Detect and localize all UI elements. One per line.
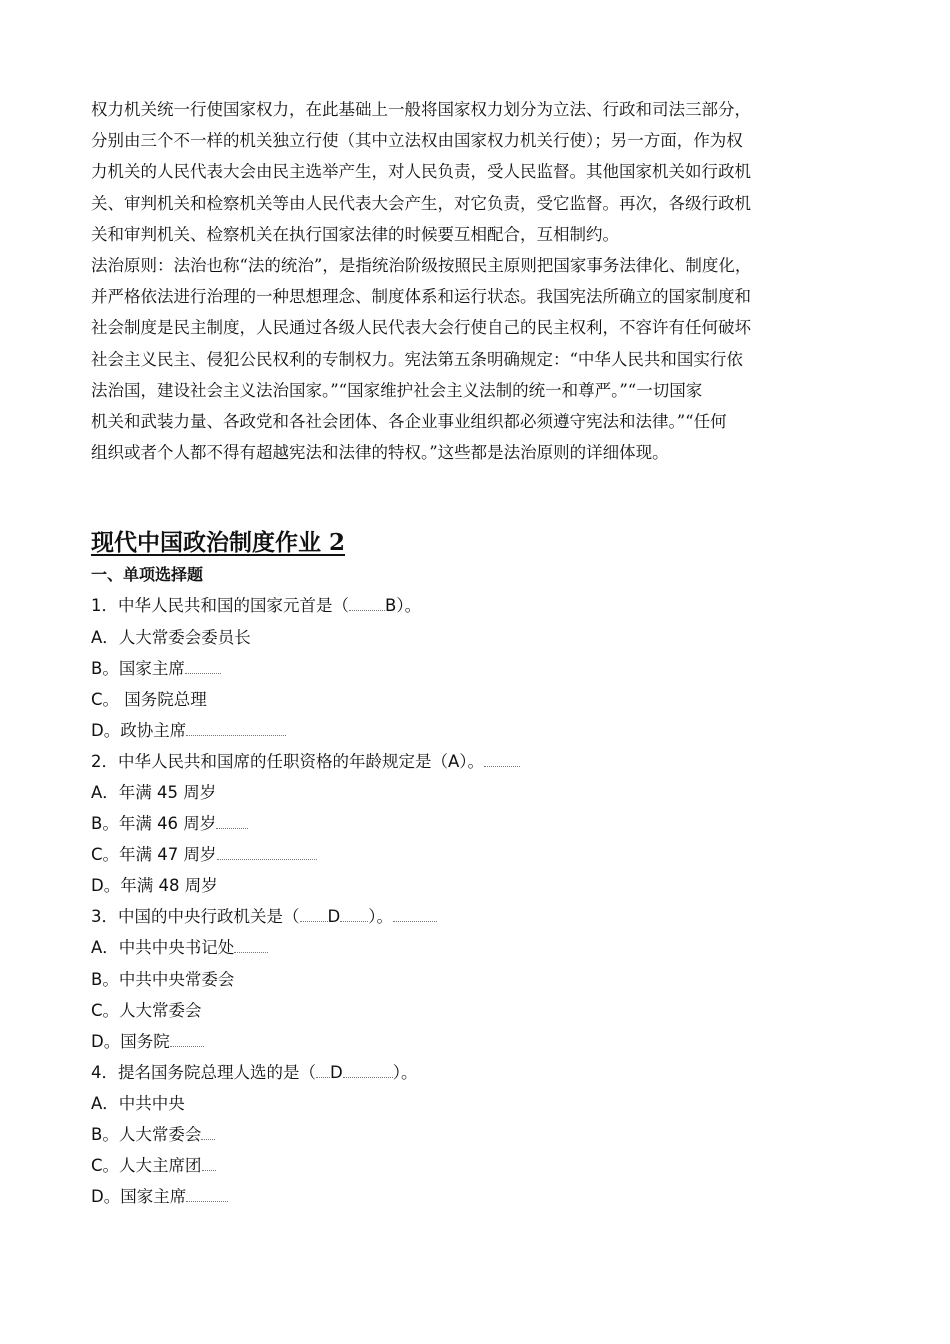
intro-line: 力机关的人民代表大会由民主选举产生，对人民负责，受人民监督。其他国家机关如行政机 — [91, 162, 751, 182]
option — [91, 932, 871, 963]
option — [91, 1181, 871, 1212]
option — [91, 1119, 871, 1150]
option — [91, 839, 871, 870]
dotted-filler — [186, 1193, 228, 1202]
question-text: 3．中国的中央行政机关是（ — [91, 907, 300, 927]
answer-blank — [300, 913, 328, 922]
option-text: C。人大主席团 — [91, 1156, 202, 1176]
option — [91, 715, 871, 746]
answer-letter: D — [327, 907, 341, 927]
option — [91, 622, 871, 653]
answer-letter: D — [330, 1062, 343, 1082]
question-text: 2．中华人民共和国席的任职资格的年龄规定是（ — [91, 751, 448, 771]
dotted-filler — [216, 820, 248, 829]
answer-blank — [316, 1069, 330, 1078]
option-text: A．中共中央 — [91, 1093, 185, 1113]
option — [91, 653, 871, 684]
option-text: B。中共中央常委会 — [91, 969, 235, 989]
option — [91, 995, 871, 1026]
option-text: B。人大常委会 — [91, 1125, 202, 1145]
question-text-end: ）。 — [368, 907, 393, 927]
option — [91, 684, 871, 715]
question-text-end: ）。 — [392, 1062, 418, 1082]
question-stem — [91, 746, 871, 777]
dotted-filler — [484, 758, 520, 767]
option-text: C。人大常委会 — [91, 1000, 202, 1020]
dotted-filler — [186, 727, 286, 736]
intro-line: 社会制度是民主制度，人民通过各级人民代表大会行使自己的民主权利，不容许有任何破坏 — [91, 318, 751, 338]
option-text: D。国务院 — [91, 1031, 170, 1051]
option-text: C。年满 47 周岁 — [91, 845, 217, 865]
option — [91, 1026, 871, 1057]
option — [91, 870, 871, 901]
option-text: A．人大常委会委员长 — [91, 627, 251, 647]
option — [91, 1088, 871, 1119]
option — [91, 1150, 871, 1181]
dotted-filler — [202, 1162, 216, 1171]
intro-line: 社会主义民主、侵犯公民权利的专制权力。宪法第五条明确规定：“中华人民共和国实行依 — [91, 349, 743, 369]
option-text: D。政协主席 — [91, 720, 187, 740]
option — [91, 964, 871, 995]
dotted-filler — [234, 944, 268, 953]
question-text: 4．提名国务院总理人选的是（ — [91, 1062, 316, 1082]
question-text: 1．中华人民共和国的国家元首是（ — [91, 596, 349, 616]
question-text-end: ）。 — [396, 596, 422, 616]
question-stem — [91, 1057, 871, 1088]
option — [91, 777, 871, 808]
dotted-filler — [393, 913, 437, 922]
answer-blank — [340, 913, 368, 922]
option-text: B。年满 46 周岁 — [91, 814, 217, 834]
section-heading: 一、单项选择题 — [91, 565, 204, 585]
intro-line: 关和审判机关、检察机关在执行国家法律的时候要互相配合，互相制约。 — [91, 224, 619, 244]
option-text: A．中共中央书记处 — [91, 938, 235, 958]
intro-line: 权力机关统一行使国家权力，在此基础上一般将国家权力划分为立法、行政和司法三部分， — [91, 100, 751, 119]
intro-line: 法治原则：法治也称“法的统治”，是指统治阶级按照民主原则把国家事务法律化、制度化， — [91, 256, 752, 276]
dotted-filler — [185, 665, 221, 674]
answer-blank — [349, 602, 385, 611]
intro-line: 分别由三个不一样的机关独立行使（其中立法权由国家权力机关行使）；另一方面，作为权 — [91, 131, 743, 151]
question-stem — [91, 901, 871, 932]
option-text: A．年满 45 周岁 — [91, 783, 217, 802]
intro-line: 组织或者个人都不得有超越宪法和法律的特权。”这些都是法治原则的详细体现。 — [91, 443, 669, 463]
intro-line: 并严格依法进行治理的一种思想理念、制度体系和运行状态。我国宪法所确立的国家制度和 — [91, 287, 751, 307]
intro-line: 机关和武装力量、各政党和各社会团体、各企业事业组织都必须遵守宪法和法律。”“任何 — [91, 412, 727, 432]
option-text: D。年满 48 周岁 — [91, 876, 218, 896]
intro-line: 关、审判机关和检察机关等由人民代表大会产生，对它负责，受它监督。再次，各级行政机 — [91, 193, 751, 213]
intro-line: 法治国，建设社会主义法治国家。”“国家维护社会主义法制的统一和尊严。”“一切国家 — [91, 380, 703, 400]
answer-blank — [343, 1069, 393, 1078]
dotted-filler — [170, 1038, 204, 1047]
homework-title: 现代中国政治制度作业 2 — [91, 529, 346, 557]
option — [91, 808, 871, 839]
dotted-filler — [201, 1131, 215, 1140]
question-stem — [91, 590, 871, 621]
intro-text — [91, 94, 871, 468]
option-text: B。国家主席 — [91, 658, 185, 678]
dotted-filler — [217, 851, 317, 860]
option-text: D。国家主席 — [91, 1187, 187, 1207]
answer-letter: B — [385, 596, 397, 616]
option-text: C。 国务院总理 — [91, 689, 207, 709]
spacer — [91, 468, 871, 526]
question-text-end: ）。 — [459, 751, 485, 771]
answer-letter: A — [448, 751, 460, 771]
document-page — [91, 94, 871, 1212]
